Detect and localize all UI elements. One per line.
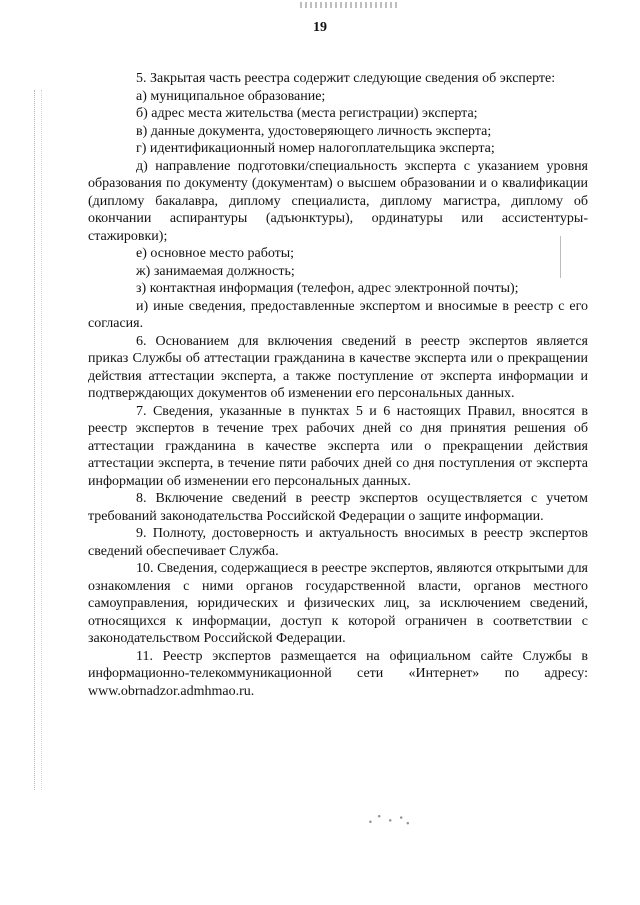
paragraph-10: 10. Сведения, содержащиеся в реестре экспертов, являются открытыми для ознакомления с ними органов государственной власти, органов местного самоуправления, юридических и физических лиц, за исключением сведений, относящихся к информации, доступ к которой ограничен в соответствии с законодательством Российской Федерации. xyxy=(88,561,588,646)
paragraph-8: 8. Включение сведений в реестр экспертов осуществляется с учетом требований законодательства Российской Федерации о защите информации. xyxy=(88,491,588,524)
paragraph-5a: а) муниципальное образование; xyxy=(136,88,326,104)
paragraph-9: 9. Полноту, достоверность и актуальность вносимых в реестр экспертов сведений обеспечивает Служба. xyxy=(88,526,588,559)
paragraph-7: 7. Сведения, указанные в пунктах 5 и 6 настоящих Правил, вносятся в реестр экспертов в течение трех рабочих дней со дня принятия решения об аттестации гражданина в качестве эксперта или о прекращении действия аттестации эксперта, в течение пяти рабочих дней со дня поступления от эксперта информации об изменении его персональных данных. xyxy=(88,403,588,489)
paragraph-5zh: ж) занимаемая должность; xyxy=(136,263,295,279)
paragraph-5g: г) идентификационный номер налогоплательщика эксперта; xyxy=(136,141,495,156)
paragraph-6: 6. Основанием для включения сведений в реестр экспертов является приказ Службы об аттестации гражданина в качестве эксперта или о прекращении действия аттестации эксперта, а также поступление от эксперта информации и подтверждающих документов об изменении его персональных данных. xyxy=(88,333,588,401)
paragraph-5d: д) направление подготовки/специальность эксперта с указанием уровня образования по документу (документам) о высшем образовании и о квалификации (диплому бакалавра, диплому специалиста, диплому магистра, диплому об окончании аспирантуры (адъюнктуры), ординатуры или ассистентуры-стажировки); xyxy=(88,158,588,244)
binding-edge-marks xyxy=(34,90,42,790)
paragraph-5v: в) данные документа, удостоверяющего личность эксперта; xyxy=(136,123,492,139)
paragraph-5e: е) основное место работы; xyxy=(136,246,295,261)
page-number: 19 xyxy=(313,20,327,35)
document-body xyxy=(88,70,588,700)
paragraph-5-intro: 5. Закрытая часть реестра содержит следующие сведения об эксперте: xyxy=(136,71,556,86)
paragraph-5b: б) адрес места жительства (места регистрации) эксперта; xyxy=(136,106,478,121)
scan-artifact-top xyxy=(300,2,400,8)
paragraph-5z: з) контактная информация (телефон, адрес электронной почты); xyxy=(136,281,519,296)
scan-artifact-bottom xyxy=(366,812,410,826)
paragraph-11: 11. Реестр экспертов размещается на официальном сайте Службы в информационно-телекоммуникационной сети «Интернет» по адресу: www.obrnadzor.admhmao.ru. xyxy=(88,648,588,699)
paragraph-5i: и) иные сведения, предоставленные экспертом и вносимые в реестр с его согласия. xyxy=(88,298,588,331)
